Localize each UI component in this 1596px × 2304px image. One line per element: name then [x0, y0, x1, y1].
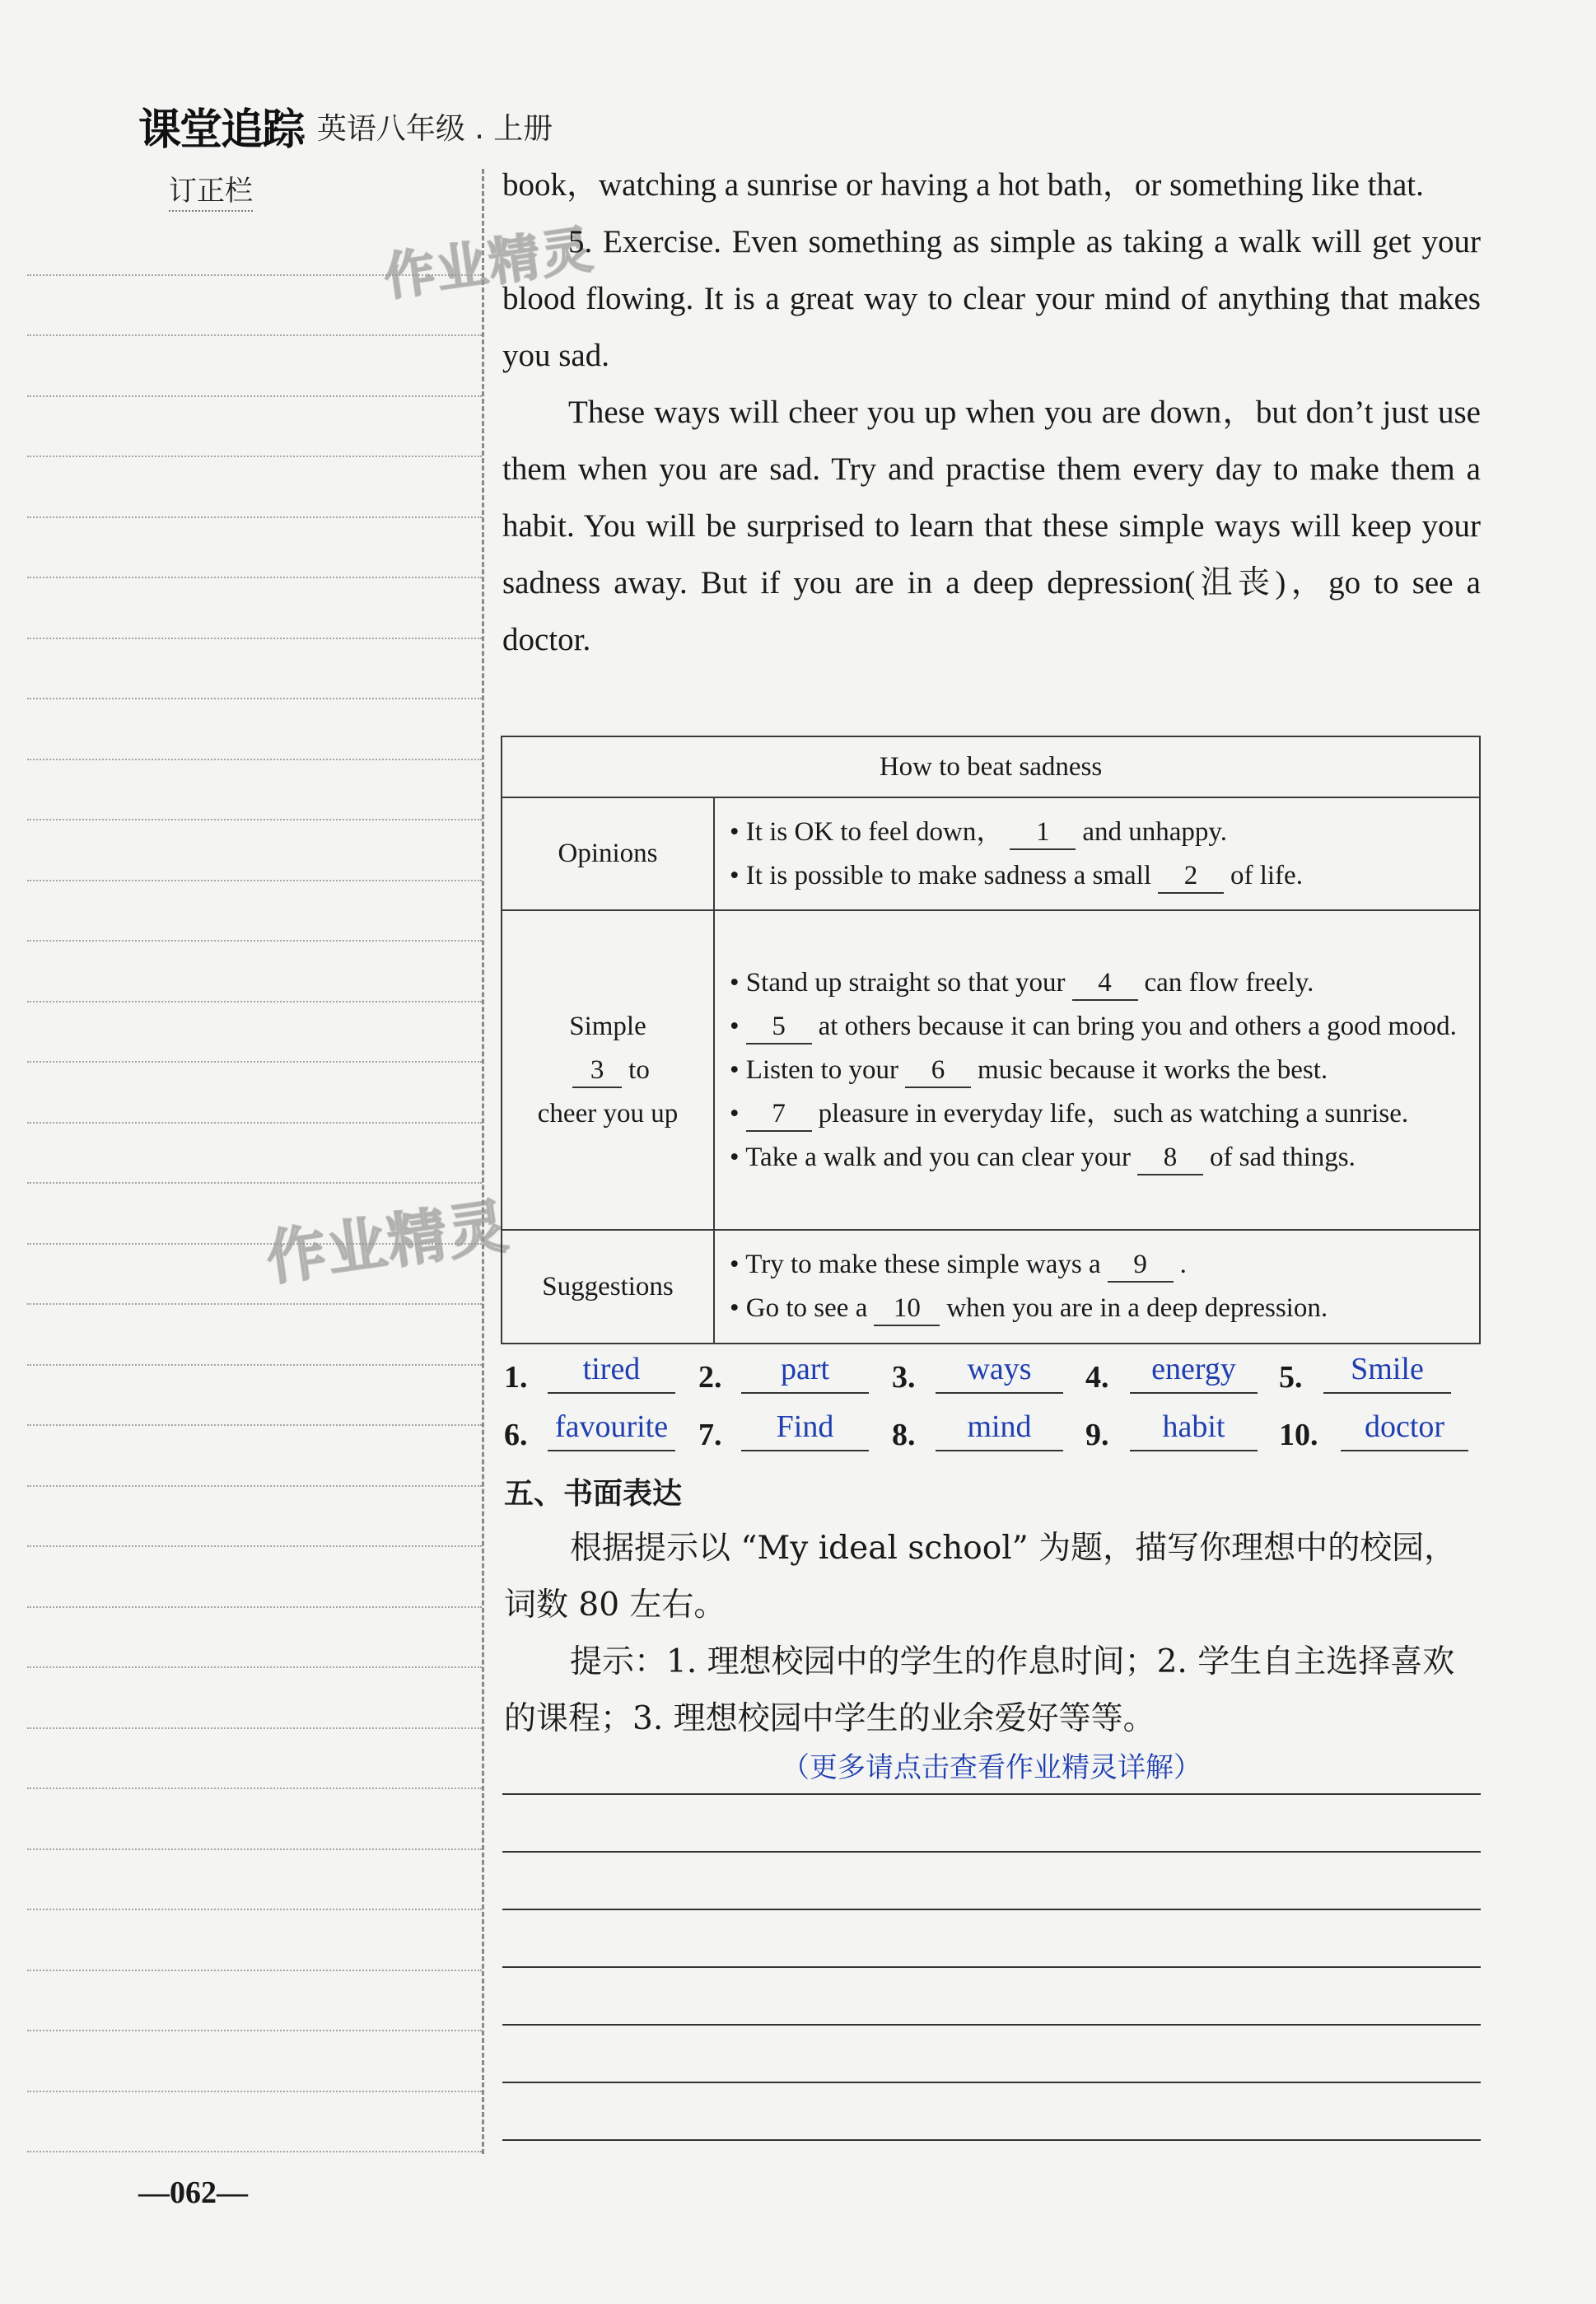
blank-8: 8	[1137, 1141, 1203, 1175]
correction-line	[27, 638, 482, 639]
correction-line	[27, 940, 482, 942]
answer-7: Find	[741, 1409, 869, 1451]
blank-1: 1	[1010, 816, 1076, 850]
watermark: 作业精灵	[262, 1190, 514, 1294]
correction-line	[27, 395, 482, 397]
simple-ways-label: Simple 3 to cheer you up	[502, 910, 714, 1230]
section-title: 五、书面表达	[504, 1477, 683, 1511]
watermark: 作业精灵	[380, 218, 598, 308]
blank-10: 10	[874, 1292, 940, 1326]
answer-number: 4.	[1085, 1360, 1109, 1395]
correction-line	[27, 1788, 482, 1789]
table-line: • Listen to your 6 music because it works the best.	[730, 1049, 1464, 1092]
correction-line	[27, 1727, 482, 1729]
book-subtitle: . 英语八年级 . 上册	[298, 112, 553, 146]
answer-number: 2.	[698, 1360, 722, 1395]
more-details-link[interactable]: （更多请点击查看作业精灵详解）	[782, 1751, 1202, 1784]
blank-3: 3	[572, 1054, 622, 1088]
correction-line	[27, 1485, 482, 1487]
correction-line	[27, 1424, 482, 1426]
answer-9: habit	[1130, 1409, 1258, 1451]
opinions-label: Opinions	[502, 797, 714, 910]
correction-line	[27, 516, 482, 518]
correction-line	[27, 1848, 482, 1850]
writing-instruction: 根据提示以 “My ideal school” 为题，描写你理想中的校园，词数 80 左右。	[504, 1530, 1457, 1624]
answer-number: 7.	[698, 1418, 722, 1452]
correction-line	[27, 819, 482, 820]
table-line: • 5 at others because it can bring you and others a good mood.	[730, 1005, 1464, 1049]
correction-line	[27, 759, 482, 760]
correction-line	[27, 1303, 482, 1305]
correction-line	[27, 1970, 482, 1971]
blank-4: 4	[1072, 966, 1138, 1001]
correction-line	[27, 1909, 482, 1910]
writing-hint: 提示：1. 理想校园中的学生的作息时间；2. 学生自主选择喜欢的课程；3. 理想校园中学生的业余爱好等等。	[504, 1643, 1455, 1737]
correction-line	[27, 698, 482, 699]
writing-line[interactable]	[502, 1966, 1481, 1968]
correction-line	[27, 334, 482, 336]
correction-line	[27, 2030, 482, 2031]
writing-line[interactable]	[502, 2024, 1481, 2026]
correction-line	[27, 1606, 482, 1608]
correction-line	[27, 2091, 482, 2092]
answer-number: 1.	[504, 1360, 528, 1395]
correction-line	[27, 1061, 482, 1063]
correction-line	[27, 1545, 482, 1547]
page-number: —062—	[138, 2175, 248, 2210]
passage-paragraph: book，watching a sunrise or having a hot bath，or something like that.	[502, 167, 1424, 203]
blank-6: 6	[905, 1054, 971, 1088]
answer-3: ways	[936, 1351, 1063, 1394]
table-line: • Go to see a 10 when you are in a deep depression.	[730, 1287, 1464, 1330]
correction-line	[27, 1122, 482, 1124]
reading-passage	[502, 157, 1481, 668]
blank-9: 9	[1108, 1248, 1174, 1283]
writing-line[interactable]	[502, 1909, 1481, 1910]
brand-logo: 课堂追踪	[138, 105, 304, 155]
correction-column-label: 订正栏	[169, 168, 253, 212]
writing-line[interactable]	[502, 1793, 1481, 1795]
table-line: • It is possible to make sadness a small 2 of life.	[730, 854, 1464, 898]
answer-number: 5.	[1279, 1360, 1303, 1395]
correction-line	[27, 1666, 482, 1668]
correction-line	[27, 577, 482, 578]
opinions-content	[714, 797, 1480, 910]
answer-number: 8.	[892, 1418, 916, 1452]
answer-number: 3.	[892, 1360, 916, 1395]
writing-line[interactable]	[502, 1851, 1481, 1853]
blank-2: 2	[1158, 859, 1224, 894]
table-line: • It is OK to feel down， 1 and unhappy.	[730, 811, 1464, 854]
correction-line	[27, 2151, 482, 2152]
answer-2: part	[741, 1351, 869, 1394]
column-divider	[482, 169, 484, 2154]
correction-line	[27, 1364, 482, 1366]
answer-number: 6.	[504, 1418, 528, 1452]
table-line: • Take a walk and you can clear your 8 of sad things.	[730, 1136, 1464, 1180]
answer-8: mind	[936, 1409, 1063, 1451]
correction-line	[27, 456, 482, 457]
passage-paragraph: 5. Exercise. Even something as simple as taking a walk will get your blood flowing. It is a great way to clear your mind of anything that makes you sad.	[502, 224, 1481, 373]
answer-6: favourite	[548, 1409, 675, 1451]
answer-number: 10.	[1279, 1418, 1318, 1452]
summary-table	[501, 736, 1481, 1344]
table-title: How to beat sadness	[502, 736, 1480, 797]
answer-1: tired	[548, 1351, 675, 1394]
table-line: • Try to make these simple ways a 9 .	[730, 1243, 1464, 1287]
answer-4: energy	[1130, 1351, 1258, 1394]
correction-line	[27, 1182, 482, 1184]
passage-paragraph: These ways will cheer you up when you are down，but don’t just use them when you are sad. Try and practise them every day to make them a habit. You will be surprised to learn that these simple ways will keep your sadness away. But if you are in a deep depression(沮丧)，go to see a doctor.	[502, 395, 1481, 657]
correction-line	[27, 880, 482, 881]
answer-number: 9.	[1085, 1418, 1109, 1452]
writing-line[interactable]	[502, 2139, 1481, 2141]
table-line: • Stand up straight so that your 4 can flow freely.	[730, 961, 1464, 1005]
answer-10: doctor	[1341, 1409, 1468, 1451]
simple-ways-content	[714, 910, 1480, 1230]
answer-5: Smile	[1323, 1351, 1451, 1394]
suggestions-content	[714, 1230, 1480, 1344]
table-line: • 7 pleasure in everyday life，such as watching a sunrise.	[730, 1092, 1464, 1136]
blank-7: 7	[746, 1097, 812, 1132]
suggestions-label: Suggestions	[502, 1230, 714, 1344]
correction-line	[27, 1001, 482, 1002]
blank-5: 5	[746, 1010, 812, 1045]
writing-line[interactable]	[502, 2082, 1481, 2083]
